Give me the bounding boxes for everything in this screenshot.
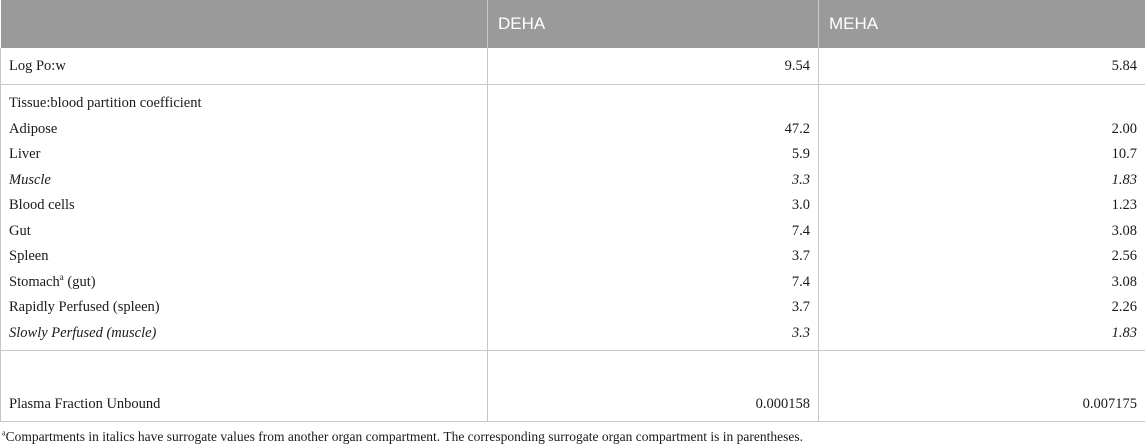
meha-value: 1.83 xyxy=(819,168,1145,194)
deha-value: 3.7 xyxy=(488,244,819,270)
row-label: Liver xyxy=(1,142,488,168)
footnote-marker: a xyxy=(60,272,64,282)
table-row xyxy=(1,295,1145,321)
row-label: Adipose xyxy=(1,117,488,143)
meha-value: 3.08 xyxy=(819,270,1145,296)
row-label: Plasma Fraction Unbound xyxy=(1,351,488,422)
table-row-surrogate xyxy=(1,168,1145,194)
row-label-stomach xyxy=(1,270,488,296)
table-row xyxy=(1,244,1145,270)
meha-value: 1.23 xyxy=(819,193,1145,219)
row-label: Muscle xyxy=(1,168,488,194)
row-label: Gut xyxy=(1,219,488,245)
meha-value: 1.83 xyxy=(819,321,1145,351)
footnote-marker: a xyxy=(2,429,6,438)
row-label: Log Po:w xyxy=(1,48,488,85)
table-row xyxy=(1,219,1145,245)
empty-cell xyxy=(819,85,1145,117)
row-label-suffix: (gut) xyxy=(64,274,96,290)
table-row xyxy=(1,117,1145,143)
deha-value: 3.7 xyxy=(488,295,819,321)
meha-value: 3.08 xyxy=(819,219,1145,245)
row-label: Slowly Perfused (muscle) xyxy=(1,321,488,351)
header-meha: MEHA xyxy=(819,0,1145,48)
meha-value: 0.007175 xyxy=(819,351,1145,422)
header-row xyxy=(1,0,1145,48)
row-label: Blood cells xyxy=(1,193,488,219)
deha-value: 3.0 xyxy=(488,193,819,219)
log-pow-row xyxy=(1,48,1145,85)
row-label: Rapidly Perfused (spleen) xyxy=(1,295,488,321)
empty-cell xyxy=(488,85,819,117)
deha-value: 5.9 xyxy=(488,142,819,168)
deha-value: 3.3 xyxy=(488,321,819,351)
section-label: Tissue:blood partition coefficient xyxy=(1,85,488,117)
row-label: Spleen xyxy=(1,244,488,270)
deha-value: 47.2 xyxy=(488,117,819,143)
header-empty xyxy=(1,0,488,48)
row-label: Stomach xyxy=(9,274,60,290)
deha-value: 0.000158 xyxy=(488,351,819,422)
meha-value: 2.26 xyxy=(819,295,1145,321)
plasma-fraction-row xyxy=(1,351,1145,422)
deha-value: 7.4 xyxy=(488,219,819,245)
table-row-surrogate xyxy=(1,321,1145,351)
table-row xyxy=(1,142,1145,168)
meha-value: 5.84 xyxy=(819,48,1145,85)
table-row xyxy=(1,193,1145,219)
table-row xyxy=(1,270,1145,296)
meha-value: 2.56 xyxy=(819,244,1145,270)
footnote-text: Compartments in italics have surrogate values from another organ compartment. The corresponding surrogate organ compartment is in parentheses. xyxy=(6,429,803,444)
deha-value: 7.4 xyxy=(488,270,819,296)
meha-value: 2.00 xyxy=(819,117,1145,143)
deha-value: 9.54 xyxy=(488,48,819,85)
table-footnote xyxy=(0,422,1145,445)
section-header-row xyxy=(1,85,1145,117)
meha-value: 10.7 xyxy=(819,142,1145,168)
deha-value: 3.3 xyxy=(488,168,819,194)
header-deha: DEHA xyxy=(488,0,819,48)
